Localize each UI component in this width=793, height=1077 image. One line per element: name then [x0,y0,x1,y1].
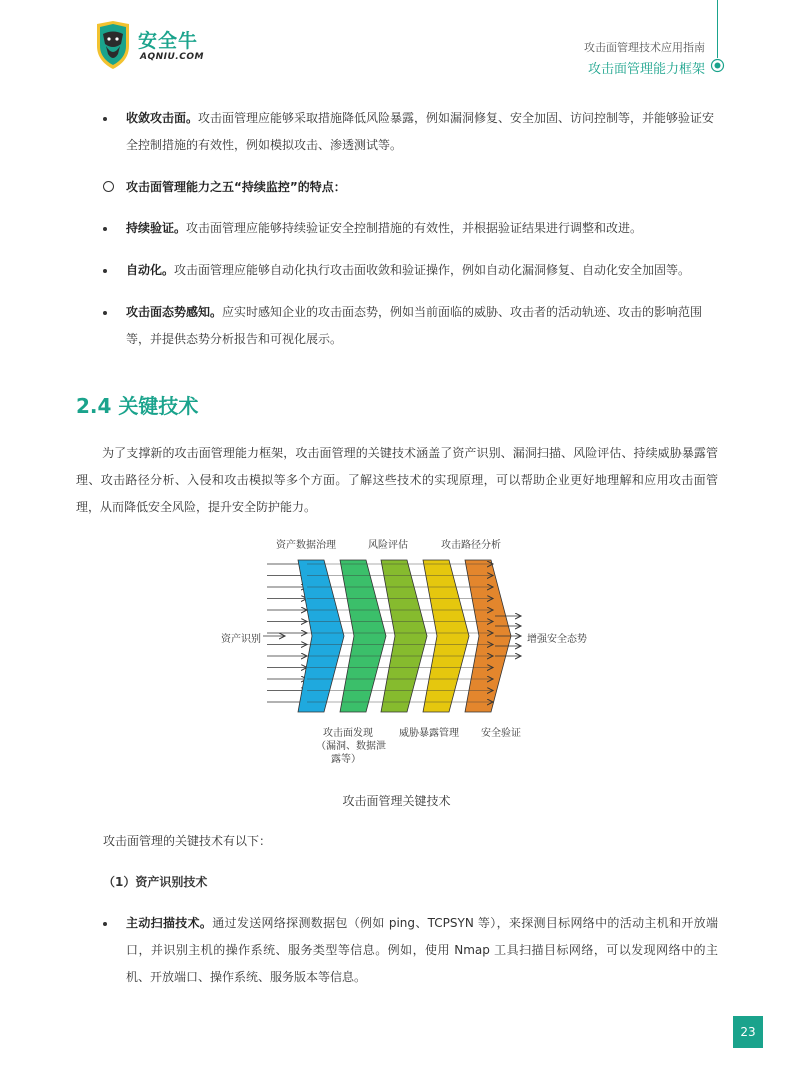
bullet-term: 自动化。 [126,263,175,277]
bullet-term: 持续验证。 [126,221,187,235]
list-item [103,257,718,284]
stage-chevron [340,560,386,712]
header-divider [717,0,718,58]
diagram-top-label: 风险评估 [368,540,408,551]
diagram-bottom-label: 威胁暴露管理 [399,728,459,739]
list-item [103,299,718,353]
diagram-bottom-label: 攻击面发现 [323,728,373,739]
bullet-body: 应实时感知企业的攻击面态势，例如当前面临的威胁、攻击者的活动轨迹、攻击的影响范围等，并提供态势分析报告和可视化展示。 [126,305,703,346]
bullet-body: 攻击面管理应能够采取措施降低风险暴露，例如漏洞修复、安全加固、访问控制等，并能够验证安全控制措施的有效性，例如模拟攻击、渗透测试等。 [126,111,715,152]
document-subtitle: 攻击面管理技术应用指南 [584,41,705,54]
list-item [103,910,718,991]
subheading-feature-five: 攻击面管理能力之五“持续监控”的特点： [103,177,346,197]
bullet-icon [103,117,107,121]
page-number: 23 [733,1016,763,1048]
bullet-body: 通过发送网络探测数据包（例如 ping、TCPSYN 等），来探测目标网络中的活动主机和开放端口，并识别主机的操作系统、服务类型等信息。例如，使用 Nmap 工具扫描目标网络，可以发现网络中的主机、开放端口、操作系统、服务版本等信息。 [126,916,718,984]
list-item [103,105,718,159]
logo-text-cn: 安全牛 [138,30,199,52]
bullet-term: 攻击面态势感知。 [126,305,223,319]
diagram-bottom-label: 露等） [331,754,361,765]
bullet-icon [103,922,107,926]
stage-chevron [423,560,469,712]
diagram-top-label: 攻击路径分析 [441,540,501,551]
bullet-icon [103,311,107,315]
list-item [103,215,718,242]
stage-chevron [381,560,427,712]
bullet-body: 攻击面管理应能够自动化执行攻击面收敛和验证操作，例如自动化漏洞修复、自动化安全加固等。 [174,263,691,277]
logo-text-en: AQNIU.COM [140,52,204,62]
bullet-term: 主动扫描技术。 [126,916,213,930]
diagram-bottom-label: 安全验证 [481,728,521,739]
brand-logo [94,20,204,72]
diagram-input-label: 资产识别 [221,634,261,645]
figure-caption: 攻击面管理关键技术 [342,794,451,808]
chapter-title: 攻击面管理能力框架 [587,62,705,77]
target-dot-icon [710,58,725,73]
bull-shield-icon [94,20,132,70]
bullet-term: 收敛攻击面。 [126,111,199,125]
subsection-title: （1）资产识别技术 [103,875,208,889]
bullet-icon [103,269,107,273]
key-tech-diagram [215,532,595,767]
stage-chevron [298,560,344,712]
bullet-body: 攻击面管理应能够持续验证安全控制措施的有效性，并根据验证结果进行调整和改进。 [186,221,643,235]
bullet-icon [103,227,107,231]
diagram-top-label: 资产数据治理 [276,540,336,551]
section-title: 2.4 关键技术 [76,394,199,418]
section-intro: 为了支撑新的攻击面管理能力框架，攻击面管理的关键技术涵盖了资产识别、漏洞扫描、风险评估、持续威胁暴露管理、攻击路径分析、入侵和攻击模拟等多个方面。了解这些技术的实现原理，可以帮助企业更好地理解和应用攻击面管理，从而降低安全风险，提升安全防护能力。 [76,446,718,514]
list-intro: 攻击面管理的关键技术有以下： [103,834,272,848]
circle-bullet-icon [103,181,114,192]
diagram-bottom-label: （漏洞、数据泄 [316,741,386,752]
diagram-output-label: 增强安全态势 [527,634,587,645]
